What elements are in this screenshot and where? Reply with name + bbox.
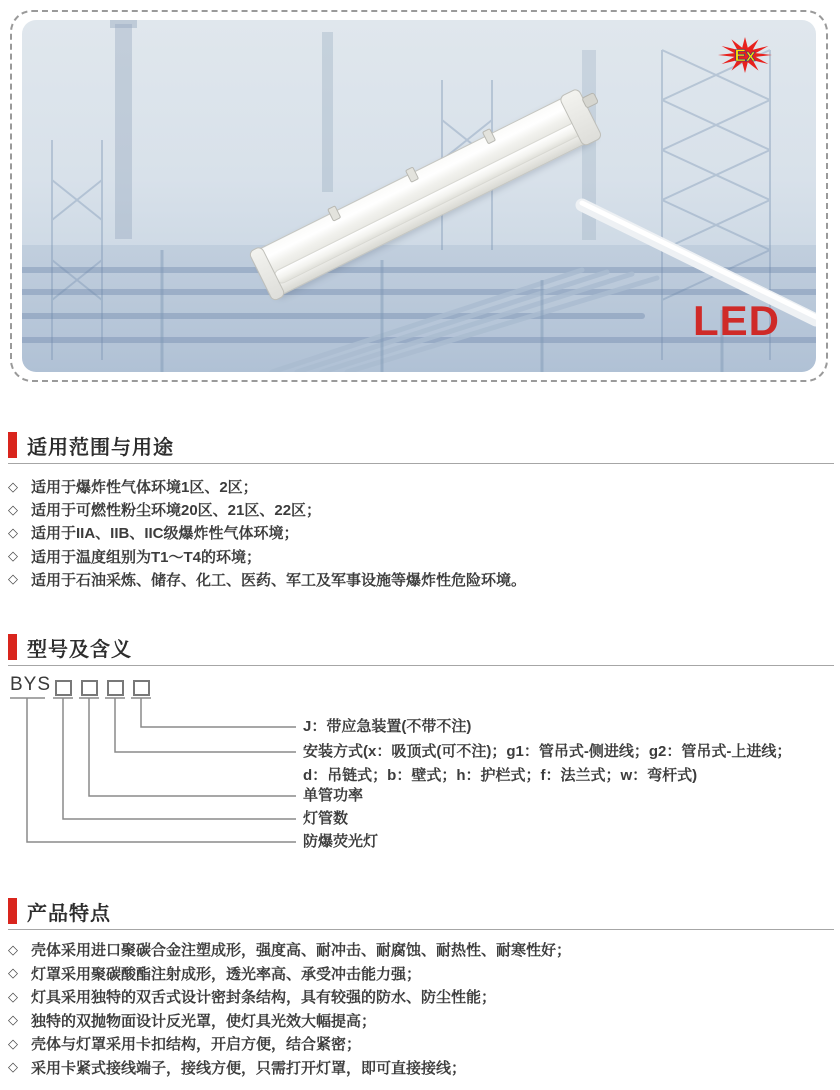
diamond-bullet-icon: ◇ <box>8 571 18 587</box>
list-item-text: 独特的双抛物面设计反光罩，使灯具光效大幅提高； <box>31 1012 377 1030</box>
ex-logo-text: Ex <box>734 46 756 65</box>
list-item <box>8 1056 832 1080</box>
model-prefix: BYS <box>10 674 52 695</box>
section-features <box>8 898 834 930</box>
diamond-bullet-icon: ◇ <box>8 524 18 540</box>
model-code-box <box>55 680 72 696</box>
diamond-bullet-icon: ◇ <box>8 1012 18 1028</box>
section-divider <box>8 463 834 464</box>
model-code-box <box>81 680 98 696</box>
diamond-bullet-icon: ◇ <box>8 988 18 1004</box>
list-item <box>8 1032 832 1056</box>
list-item <box>8 962 832 986</box>
section-divider <box>8 929 834 930</box>
list-item-text: 适用于可燃性粉尘环境20区、21区、22区； <box>31 502 322 520</box>
features-list <box>8 938 832 1079</box>
list-item <box>8 568 832 591</box>
list-item-text: 壳体与灯罩采用卡扣结构，开启方便，结合紧密； <box>31 1036 362 1054</box>
section-title-scope: 适用范围与用途 <box>27 436 174 459</box>
section-divider <box>8 665 834 666</box>
model-code-box <box>107 680 124 696</box>
model-code-box <box>133 680 150 696</box>
list-item <box>8 938 832 962</box>
model-code-diagram <box>8 674 832 884</box>
section-marker <box>8 898 17 924</box>
list-item <box>8 475 832 498</box>
industrial-plant-photo <box>22 20 816 372</box>
list-item <box>8 498 832 521</box>
list-item-text: 适用于爆炸性气体环境1区、2区； <box>31 479 258 497</box>
diagram-label-power: 单管功率 <box>303 787 364 804</box>
list-item-text: 适用于IIA、IIB、IIC级爆炸性气体环境； <box>31 525 299 543</box>
section-marker <box>8 432 17 458</box>
diamond-bullet-icon: ◇ <box>8 501 18 517</box>
diagram-label-tube-count: 灯管数 <box>303 810 349 827</box>
hero-panel <box>10 10 828 382</box>
list-item-text: 灯罩采用聚碳酸酯注射成形，透光率高、承受冲击能力强； <box>31 965 422 983</box>
list-item <box>8 545 832 568</box>
diamond-bullet-icon: ◇ <box>8 965 18 981</box>
diagram-label-type: 防爆荧光灯 <box>303 833 379 850</box>
diamond-bullet-icon: ◇ <box>8 548 18 564</box>
diamond-bullet-icon: ◇ <box>8 941 18 957</box>
list-item-text: 壳体采用进口聚碳合金注塑成形，强度高、耐冲击、耐腐蚀、耐热性、耐寒性好； <box>31 942 572 960</box>
list-item-text: 适用于石油采炼、储存、化工、医药、军工及军事设施等爆炸性危险环境。 <box>31 571 527 589</box>
list-item-text: 灯具采用独特的双舌式设计密封条结构，具有较强的防水、防尘性能； <box>31 989 497 1007</box>
section-scope <box>8 432 834 464</box>
section-model <box>8 634 834 666</box>
ex-starburst-logo <box>715 34 775 76</box>
diagram-label-mounting: 安装方式(x：吸顶式(可不注)；g1：管吊式-侧进线；g2：管吊式-上进线； <box>303 743 792 760</box>
scope-list <box>8 475 832 591</box>
led-wordmark: LED <box>693 297 780 344</box>
list-item <box>8 985 832 1009</box>
section-title-features: 产品特点 <box>27 902 111 925</box>
diagram-label-mounting-2: d：吊链式；b：壁式；h：护栏式；f：法兰式；w：弯杆式) <box>303 767 698 784</box>
diagram-label-emergency: J：带应急装置(不带不注) <box>303 718 472 735</box>
list-item-text: 适用于温度组别为T1～T4的环境； <box>31 548 262 566</box>
section-marker <box>8 634 17 660</box>
diamond-bullet-icon: ◇ <box>8 478 18 494</box>
list-item <box>8 1009 832 1033</box>
list-item <box>8 521 832 544</box>
section-title-model: 型号及含义 <box>27 638 132 661</box>
diamond-bullet-icon: ◇ <box>8 1059 18 1075</box>
list-item-text: 采用卡紧式接线端子，接线方便，只需打开灯罩，即可直接接线； <box>31 1059 467 1077</box>
diamond-bullet-icon: ◇ <box>8 1035 18 1051</box>
